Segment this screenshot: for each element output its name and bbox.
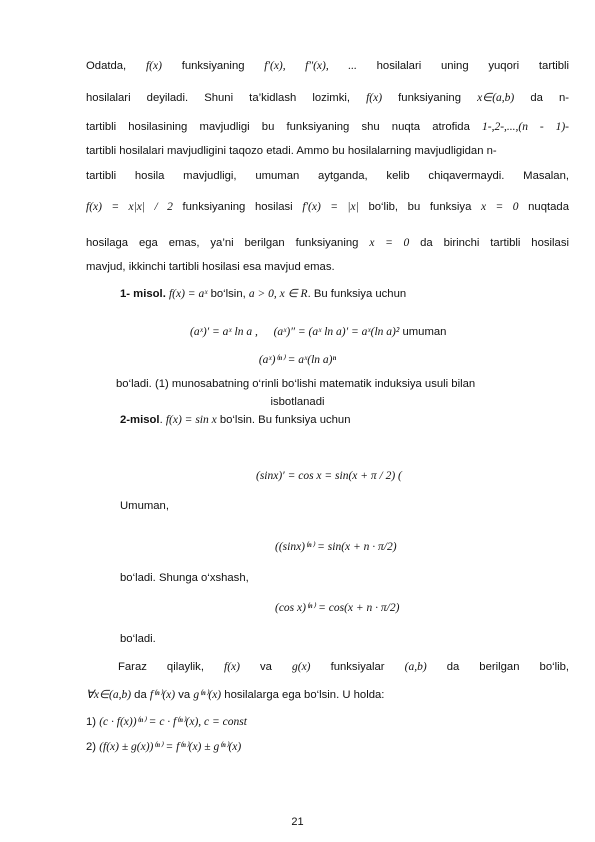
formula: f′(x), f″(x), ...	[264, 60, 357, 72]
text: umuman	[402, 326, 447, 338]
text: nuqtada	[528, 201, 569, 213]
example2-sin-nth	[275, 541, 397, 554]
text: funksiyaning hosilasi	[182, 201, 293, 213]
formula: f(x)	[224, 661, 240, 673]
formula: x = 0	[369, 237, 410, 249]
example2-first-derivative	[256, 470, 402, 483]
text: funksiyaning	[181, 60, 245, 72]
formula: (cos x)⁽ⁿ⁾ = cos(x + n · π/2)	[275, 602, 400, 614]
example1-induction: bo‘ladi. (1) munosabatning o‘rinli bo‘lishi matematik induksiya usuli bilan	[116, 378, 476, 390]
formula: (aˣ)⁽ⁿ⁾ = aˣ(ln a)ⁿ	[258, 354, 337, 366]
text: da	[134, 689, 147, 701]
formula: g(x)	[292, 661, 311, 673]
example-label: 1- misol.	[120, 288, 166, 300]
page-number: 21	[291, 816, 304, 828]
text: bo‘lsin,	[210, 288, 246, 300]
para1-line1	[86, 60, 569, 73]
text: . Bu funksiya uchun	[307, 288, 407, 300]
text: da birinchi tartibli hosilasi	[420, 237, 569, 249]
formula: x∈(a,b)	[477, 92, 515, 104]
para1-line4: tartibli hosilalari mavjudligini taqozo etadi. Ammo bu hosilalarning mavjudligidan n-	[86, 145, 497, 157]
para1-line2	[86, 92, 569, 105]
formula: (sinx)′ = cos x = sin(x + π / 2) (	[256, 470, 402, 482]
example1-line	[120, 288, 406, 301]
formula: ((sinx)⁽ⁿ⁾ = sin(x + n · π/2)	[275, 541, 397, 553]
formula: f′(x) = |x|	[302, 201, 359, 213]
formula: f(x)	[145, 60, 162, 72]
example2-cos-nth	[275, 602, 399, 615]
text: bo‘lib, bu funksiya	[368, 201, 472, 213]
text: hosilalarga ega bo‘lsin. U holda:	[224, 689, 385, 701]
rule-number: 1)	[86, 716, 97, 728]
example1-general	[0, 354, 595, 367]
para1-line7	[86, 237, 569, 250]
formula: (aˣ)′ = aˣ ln a ,	[190, 326, 258, 338]
para1-line8: mavjud, ikkinchi tartibli hosilasi esa mavjud emas.	[86, 261, 335, 273]
text: va	[178, 689, 191, 701]
formula: x = 0	[481, 201, 519, 213]
formula: (a,b)	[404, 661, 427, 673]
example2-end: bo‘ladi.	[120, 633, 156, 645]
formula: f(x)	[366, 92, 383, 104]
text: da n-	[530, 92, 570, 104]
para1-line3	[86, 121, 569, 134]
text: va	[260, 661, 272, 673]
text: Faraz qilaylik,	[118, 661, 204, 673]
rule-2	[86, 741, 241, 754]
para2-line2	[86, 689, 384, 702]
text: funksiyaning	[398, 92, 461, 104]
formula: ∀x∈(a,b)	[86, 689, 132, 701]
text: hosilalari uning yuqori tartibli	[376, 60, 570, 72]
text: Odatda,	[86, 60, 127, 72]
formula: f(x) = aˣ	[168, 288, 208, 300]
text: bo‘lsin. Bu funksiya uchun	[219, 414, 351, 426]
text: tartibli hosilasining mavjudligi bu funksiyaning shu nuqta atrofida	[86, 121, 470, 133]
para1-line5: tartibli hosila mavjudligi, umuman aytganda, kelib chiqavermaydi. Masalan,	[86, 170, 569, 182]
formula: f(x) = sin x	[165, 414, 217, 426]
formula: g⁽ⁿ⁾(x)	[193, 689, 222, 701]
text: funksiyalar	[330, 661, 385, 673]
example2-line: 2-misol. f(x) = sin x bo‘lsin. Bu funksiya uchun	[120, 414, 351, 426]
example1-derivatives	[190, 326, 446, 339]
rule-1	[86, 716, 247, 729]
example2-similarly: bo‘ladi. Shunga o‘xshash,	[120, 572, 249, 584]
formula: (c · f(x))⁽ⁿ⁾ = c · f⁽ⁿ⁾(x), c = const	[99, 716, 247, 728]
text: da berilgan bo‘lib,	[446, 661, 570, 673]
example-label: 2-misol	[120, 414, 160, 426]
example1-proved: isbotlanadi	[270, 396, 325, 408]
para1-line6	[86, 201, 569, 214]
formula: a > 0, x ∈ R	[248, 288, 308, 300]
text: hosilaga ega emas, ya’ni berilgan funksiyaning	[86, 237, 359, 249]
text: hosilalari deyiladi. Shuni ta’kidlash lozimki,	[86, 92, 351, 104]
formula: (f(x) ± g(x))⁽ⁿ⁾ = f⁽ⁿ⁾(x) ± g⁽ⁿ⁾(x)	[99, 741, 242, 753]
formula: (aˣ)″ = (aˣ ln a)′ = aˣ(ln a)²	[273, 326, 400, 338]
formula: 1-,2-,...,(n - 1)-	[482, 121, 569, 133]
formula: f(x) = x|x| / 2	[86, 201, 173, 213]
example2-generally: Umuman,	[120, 500, 169, 512]
rule-number: 2)	[86, 741, 97, 753]
para2-line1	[118, 661, 569, 674]
formula: f⁽ⁿ⁾(x)	[149, 689, 176, 701]
